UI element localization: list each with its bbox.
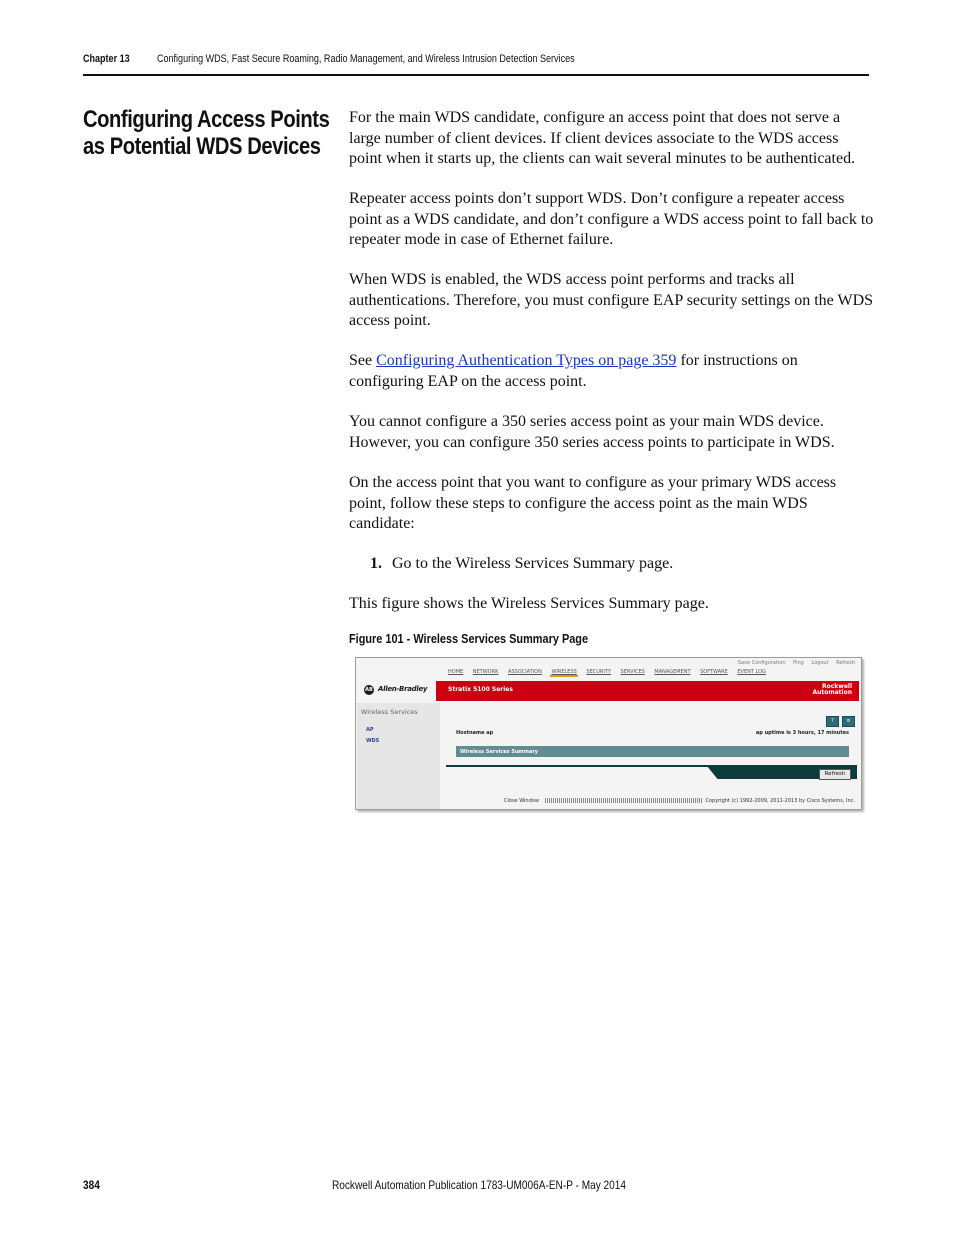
uptime-label: ap uptime is 3 hours, 17 minutes <box>755 730 849 736</box>
main-nav <box>448 669 774 675</box>
paragraph-primary-wds: On the access point that you want to configure as your primary WDS access point, follow these steps to configure the access point as the main WDS candidate: <box>349 474 837 532</box>
ping-link[interactable]: Ping <box>793 660 804 666</box>
refresh-link[interactable]: Refresh <box>836 660 855 666</box>
paragraph-main-wds-candidate: For the main WDS candidate, configure an access point that does not serve a large number of client devices. If client devices associate to the WDS access point when it starts up, the clients can wait several minutes to be authenticated. <box>349 109 856 167</box>
rockwell-automation-logo: Rockwell Automation <box>812 683 852 696</box>
paragraph-see-reference: See Configuring Authentication Types on page 359 for instructions on configuring EAP on the access point. <box>349 352 798 390</box>
sidebar-item-wds[interactable]: WDS <box>366 738 380 744</box>
allen-bradley-logo <box>357 681 436 699</box>
publication-id: Rockwell Automation Publication 1783-UM006A-EN-P - May 2014 <box>332 1178 626 1192</box>
sidebar-title: Wireless Services <box>361 708 418 716</box>
nav-wireless[interactable]: WIRELESS <box>551 669 577 675</box>
hostname-label: Hostname ap <box>456 730 494 736</box>
nav-security[interactable]: SECURITY <box>586 669 611 675</box>
step-1 <box>370 554 895 575</box>
running-header-chapter: Chapter 13 <box>83 53 130 65</box>
section-heading: Configuring Access Points as Potential WDS Devices <box>83 106 330 160</box>
utility-links <box>732 660 855 666</box>
step-number: 1. <box>370 555 382 572</box>
step-text: Go to the Wireless Services Summary page. <box>392 555 674 572</box>
close-window-link[interactable]: Close Window <box>504 798 539 804</box>
help-icon[interactable]: ? <box>826 716 839 727</box>
toolbar-icons <box>823 707 855 727</box>
allen-bradley-icon: AB <box>365 687 373 693</box>
paragraph-350-series: You cannot configure a 350 series access point as your main WDS device. However, you can configure 350 series access points to participate in WDS. <box>349 413 835 451</box>
nav-association[interactable]: ASSOCIATION <box>507 669 542 675</box>
nav-software[interactable]: SOFTWARE <box>700 669 728 675</box>
copyright-text: Copyright (c) 1992-2009, 2011-2013 by Cisco Systems, Inc. <box>705 798 855 804</box>
product-series: Stratix 5100 Series <box>448 686 513 693</box>
save-configuration-link[interactable]: Save Configuration <box>737 660 786 666</box>
nav-event-log[interactable]: EVENT LOG <box>737 669 766 675</box>
product-banner <box>436 681 859 701</box>
screenshot-footer <box>504 797 855 805</box>
paragraph-wds-enabled: When WDS is enabled, the WDS access point performs and tracks all authentications. Therefore, you must configure EAP security settings on the WDS access point. <box>349 271 874 329</box>
main-content <box>446 703 857 809</box>
page-number: 384 <box>83 1178 100 1192</box>
header-rule <box>83 74 869 76</box>
refresh-button[interactable]: Refresh <box>819 769 851 780</box>
paragraph-repeater-note: Repeater access points don’t support WDS. Don’t configure a repeater access point as a WDS candidate, and don’t configure a WDS access point to fall back to repeater mode in case of Ethernet failure. <box>349 190 874 248</box>
cross-reference-link[interactable]: Configuring Authentication Types on page 359 <box>376 352 677 369</box>
footer-hatch-pattern <box>545 798 703 803</box>
sidebar-item-ap[interactable]: AP <box>366 727 374 733</box>
nav-services[interactable]: SERVICES <box>620 669 645 675</box>
sidebar <box>357 703 440 809</box>
print-icon[interactable]: ≡ <box>842 716 855 727</box>
brand-name: Allen-Bradley <box>378 685 428 693</box>
logout-link[interactable]: Logout <box>811 660 829 666</box>
nav-home[interactable]: HOME <box>448 669 464 675</box>
paragraph-figure-intro: This figure shows the Wireless Services Summary page. <box>349 595 709 612</box>
nav-network[interactable]: NETWORK <box>472 669 499 675</box>
wireless-services-summary-screenshot <box>355 657 862 810</box>
figure-caption: Figure 101 - Wireless Services Summary Page <box>349 631 589 646</box>
running-header-title: Configuring WDS, Fast Secure Roaming, Radio Management, and Wireless Intrusion Detection Services <box>157 53 575 65</box>
summary-bar: Wireless Services Summary <box>456 746 849 757</box>
nav-management[interactable]: MANAGEMENT <box>654 669 691 675</box>
